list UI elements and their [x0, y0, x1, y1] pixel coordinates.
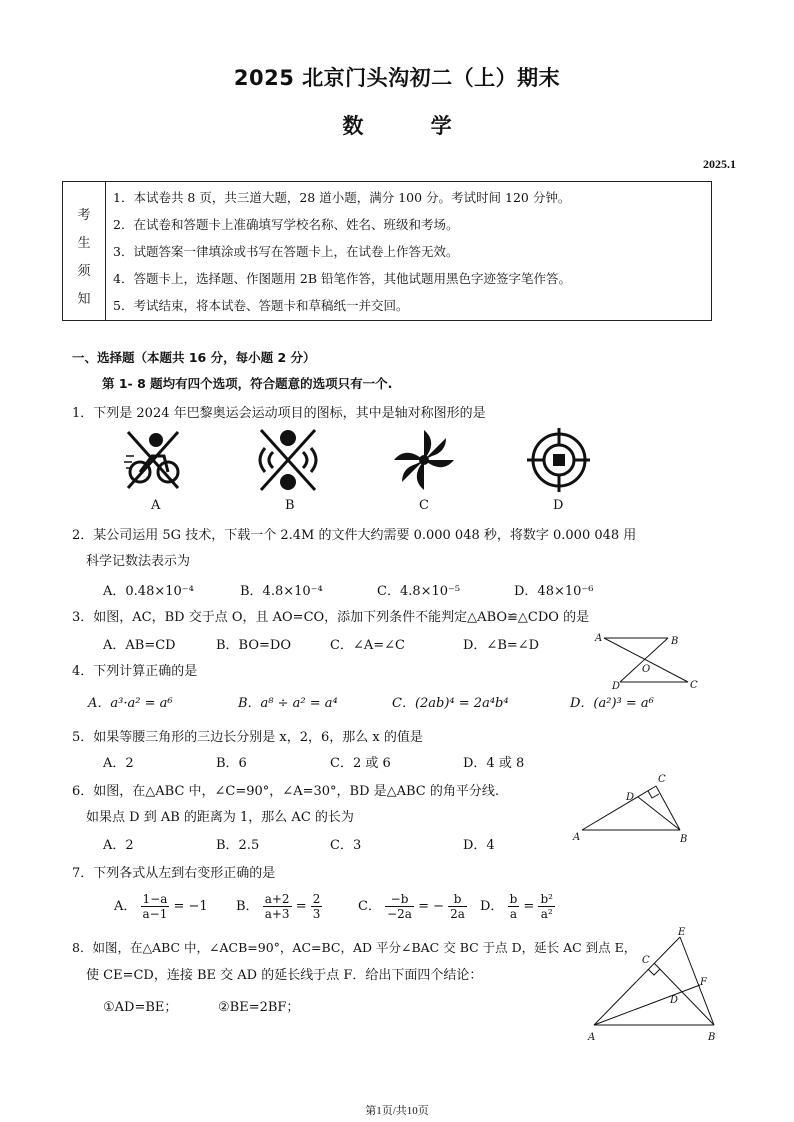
- question-8-stem: 8．如图，在△ABC 中，∠ACB=90°，AC=BC，AD 平分∠BAC 交 BC 于点 D，延长 AC 到点 E，: [72, 940, 637, 955]
- point-label: E: [678, 927, 686, 938]
- point-label: D: [670, 995, 679, 1006]
- notice-label-char: 生: [77, 236, 91, 251]
- q7-option-d: D． $\frac{b}{a}$ = $\frac{\text{b²}}{\text{a²}}$: [480, 892, 553, 921]
- point-label: C: [642, 955, 650, 966]
- q6-option-c: C．3: [330, 838, 362, 853]
- q2-option-a: A．0.48×10⁻⁴: [103, 584, 194, 599]
- q4-option-a: A．a³·a² = a⁶: [88, 696, 173, 711]
- point-label: A: [573, 832, 581, 843]
- q7-option-b: B． $\frac{a+2}{a+3}$ = $\frac{2}{3}$: [236, 892, 321, 921]
- q3-option-c: C．∠A=∠C: [330, 638, 405, 653]
- subject-title: 数 学: [342, 114, 482, 138]
- point-label: C: [690, 680, 698, 690]
- q6-figure: [570, 770, 695, 848]
- page-title: 2025 北京门头沟初二（上）期末: [233, 66, 561, 90]
- exam-date: 2025.1: [703, 157, 736, 171]
- point-label: B: [680, 834, 688, 845]
- notice-item: 3．试题答案一律填涂或书写在答题卡上，在试卷上作答无效。: [113, 244, 459, 259]
- q2-option-d: D．48×10⁻⁶: [514, 584, 594, 599]
- question-2-stem-cont: 科学记数法表示为: [86, 554, 191, 569]
- question-8-stem-cont: 使 CE=CD，连接 BE 交 AD 的延长线于点 F．给出下面四个结论：: [86, 968, 483, 983]
- point-label: B: [671, 636, 679, 647]
- pinwheel-icon: [394, 430, 454, 490]
- question-1-stem: 1．下列是 2024 年巴黎奥运会运动项目的图标，其中是轴对称图形的是: [72, 406, 486, 421]
- q8-conclusion-2: ②BE=2BF；: [218, 1000, 300, 1015]
- point-label: C: [658, 774, 666, 785]
- target-icon: [527, 428, 590, 492]
- section-heading: 一、选择题（本题共 16 分，每小题 2 分）: [72, 350, 316, 365]
- q5-option-c: C．2 或 6: [330, 756, 391, 771]
- q1-label-b: B: [285, 498, 295, 513]
- q3-option-d: D．∠B=∠D: [463, 638, 540, 653]
- notice-label-char: 知: [77, 292, 91, 307]
- question-6-stem-cont: 如果点 D 到 AB 的距离为 1，那么 AC 的长为: [86, 810, 354, 825]
- point-label: F: [700, 977, 707, 988]
- question-6-stem: 6．如图，在△ABC 中，∠C=90°，∠A=30°，BD 是△ABC 的角平分线.: [72, 784, 500, 799]
- q6-option-b: B．2.5: [216, 838, 260, 853]
- point-label: A: [595, 633, 603, 644]
- q4-option-c: C．(2ab)⁴ = 2a⁴b⁴: [392, 696, 509, 711]
- q3-option-b: B．BO=DO: [216, 638, 291, 653]
- point-label: B: [708, 1032, 716, 1043]
- section-instruction: 第 1- 8 题均有四个选项，符合题意的选项只有一个.: [102, 376, 393, 391]
- q6-option-d: D．4: [463, 838, 495, 853]
- point-label: D: [612, 681, 621, 690]
- exam-notice-box: [62, 181, 712, 321]
- q5-option-d: D．4 或 8: [463, 756, 525, 771]
- q3-option-a: A．AB=CD: [103, 638, 176, 653]
- cycling-icon: [124, 432, 178, 488]
- notice-label-char: 须: [77, 264, 91, 279]
- q2-option-c: C．4.8×10⁻⁵: [377, 584, 461, 599]
- q2-option-b: B．4.8×10⁻⁴: [240, 584, 323, 599]
- q1-label-d: D: [553, 498, 564, 513]
- question-5-stem: 5．如果等腰三角形的三边长分别是 x，2，6，那么 x 的值是: [72, 730, 423, 745]
- q7-option-a: A． $\frac{1-a}{a-1}$ = −1: [114, 892, 208, 921]
- q5-option-a: A．2: [103, 756, 134, 771]
- notice-item: 5．考试结束，将本试卷、答题卡和草稿纸一并交回。: [113, 298, 409, 313]
- point-label: O: [642, 664, 651, 675]
- question-7-stem: 7．下列各式从左到右变形正确的是: [72, 866, 276, 881]
- q3-figure: [590, 628, 710, 690]
- notice-item: 4．答题卡上，选择题、作图题用 2B 铅笔作答，其他试题用黑色字迹签字笔作答。: [113, 271, 572, 286]
- notice-label-char: 考: [77, 208, 91, 223]
- question-3-stem: 3．如图，AC，BD 交于点 O，且 AO=CO，添加下列条件不能判定△ABO≌△CDO 的是: [72, 610, 590, 625]
- q4-option-b: B．a⁸ ÷ a² = a⁴: [238, 696, 338, 711]
- basketball-icon: [260, 430, 316, 490]
- notice-item: 2．在试卷和答题卡上准确填写学校名称、姓名、班级和考场。: [113, 217, 459, 232]
- q1-label-c: C: [419, 498, 429, 513]
- q1-label-a: A: [151, 498, 161, 513]
- q5-option-b: B．6: [216, 756, 247, 771]
- notice-item: 1．本试卷共 8 页，共三道大题，28 道小题，满分 100 分。考试时间 120 分钟。: [113, 190, 571, 205]
- point-label: D: [626, 792, 635, 803]
- q7-option-c: C． $\frac{-b}{-2a}$ = − $\frac{b}{2a}$: [358, 892, 465, 921]
- q4-option-d: D．(a²)³ = a⁶: [570, 696, 654, 711]
- q6-option-a: A．2: [103, 838, 134, 853]
- question-4-stem: 4．下列计算正确的是: [72, 664, 198, 679]
- point-label: A: [588, 1032, 596, 1043]
- page-number: 第1页/共10页: [365, 1105, 429, 1117]
- q8-conclusion-1: ①AD=BE；: [103, 1000, 178, 1015]
- notice-label: [63, 182, 106, 320]
- q8-figure: [582, 925, 722, 1047]
- q1-olympic-icons: [120, 426, 590, 498]
- question-2-stem: 2．某公司运用 5G 技术，下载一个 2.4M 的文件大约需要 0.000 048 秒，将数字 0.000 048 用: [72, 528, 637, 543]
